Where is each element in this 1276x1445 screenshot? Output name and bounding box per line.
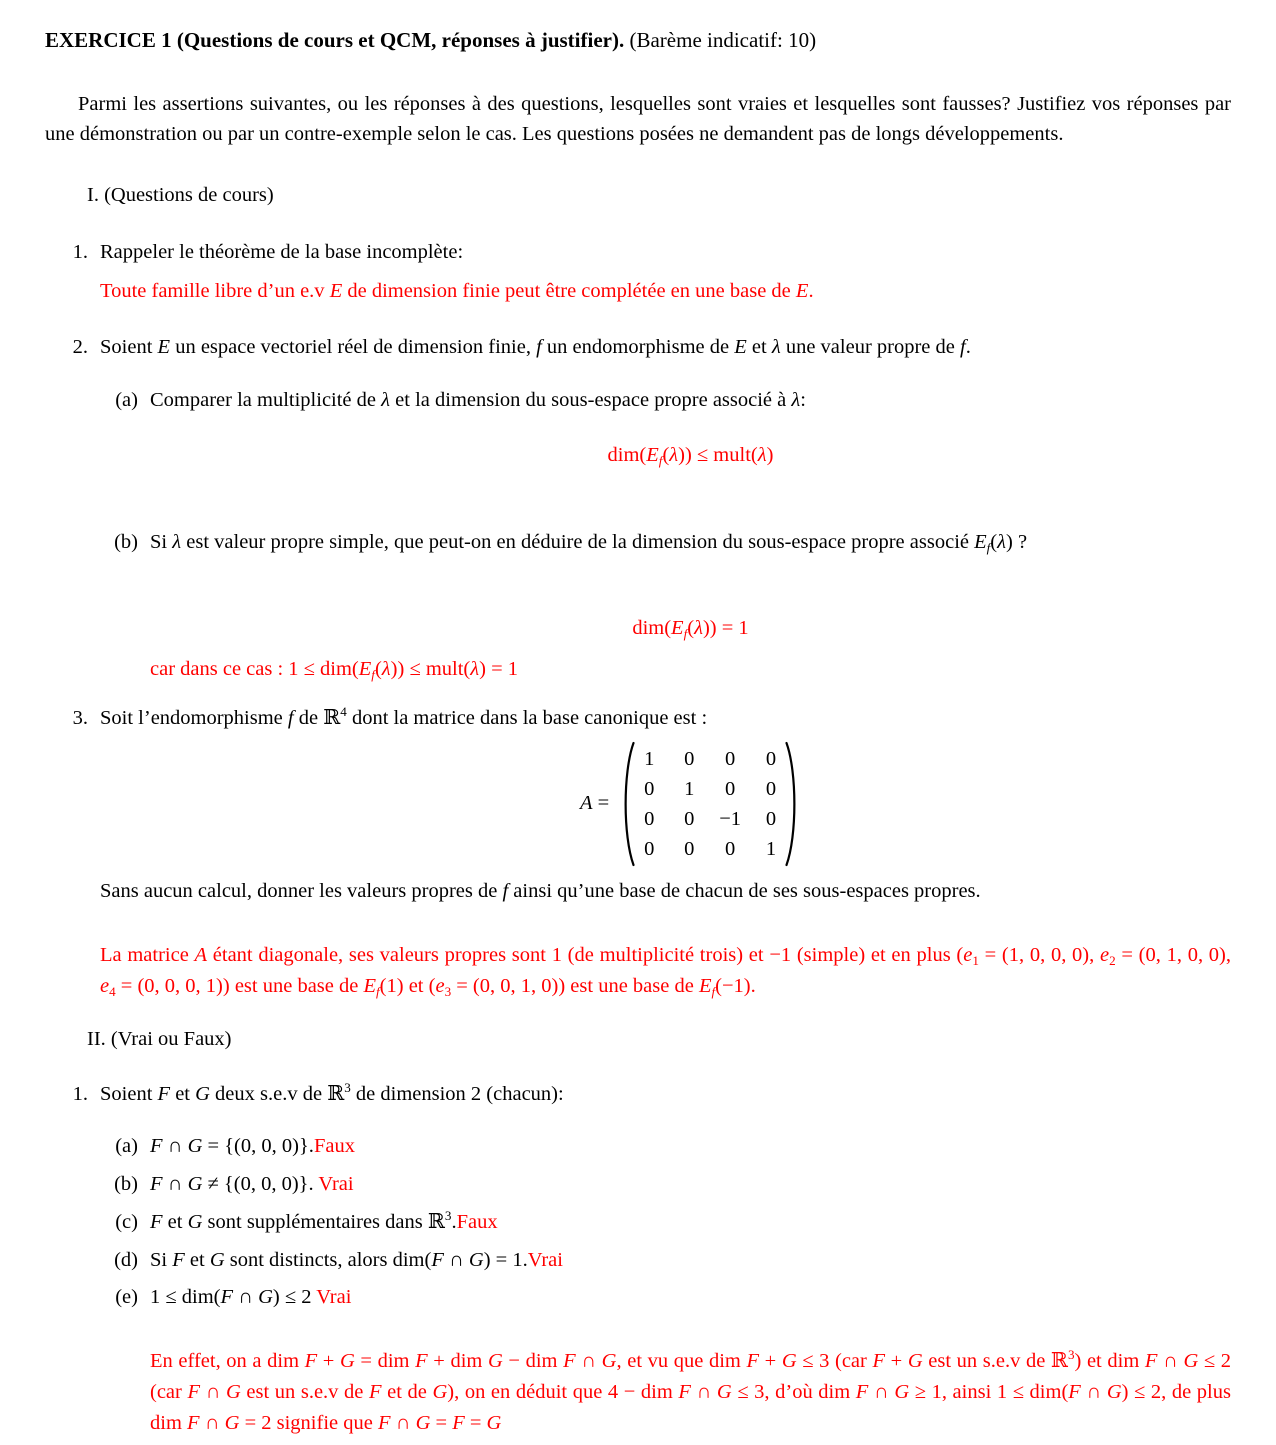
tf-item-a-text: F ∩ G = {(0, 0, 0)}.Faux <box>150 1135 355 1158</box>
tf-item-e-text: 1 ≤ dim(F ∩ G) ≤ 2 Vrai <box>150 1286 352 1309</box>
section-2-number <box>45 1024 87 1055</box>
matrix-right-paren <box>784 740 801 868</box>
matrix-cell: 0 <box>684 837 695 860</box>
answer-1: Toute famille libre d’un e.v E de dimension finie peut être complétée en une base de E. <box>100 279 814 302</box>
section-2-question-1-text: Soient F et G deux s.e.v de ℝ$^3$ de dimension 2 (chacun): <box>100 1079 564 1105</box>
question-2b-text: Si λ est valeur propre simple, que peut-on en déduire de la dimension du sous-espace propre associé $E_f(\lambda)$ ? <box>150 530 1028 555</box>
matrix-cell: 0 <box>724 777 736 800</box>
matrix-cell: 0 <box>765 777 777 800</box>
matrix-a-block <box>150 740 1231 868</box>
matrix-cell: 0 <box>644 837 655 860</box>
exercise-title: EXERCICE 1 (Questions de cours et QCM, réponses à justifier). (Barème indicatif: 10) <box>45 28 817 52</box>
question-3 <box>45 703 1231 734</box>
matrix-left-paren <box>619 740 636 868</box>
section-1-header: I. (Questions de cours) <box>87 184 274 206</box>
question-2a <box>100 385 1231 416</box>
tf-item-a-number: (a) <box>115 1135 138 1158</box>
tf-item-e <box>100 1282 1231 1313</box>
section-2-question-1-number: 1. <box>72 1082 88 1105</box>
matrix-cell: 0 <box>644 777 655 800</box>
tf-item-a <box>100 1131 1231 1162</box>
question-2b <box>100 527 1231 558</box>
matrix-cell: 1 <box>684 777 695 800</box>
tf-item-c-text: F et G sont supplémentaires dans ℝ$^3$.Faux <box>150 1207 498 1233</box>
tf-item-b-number: (b) <box>114 1173 138 1195</box>
question-2a-number: (a) <box>115 389 138 411</box>
tf-item-b-text: F ∩ G ≠ {(0, 0, 0)}. Vrai <box>150 1173 354 1195</box>
answer-3: La matrice A étant diagonale, ses valeurs propres sont 1 (de multiplicité trois) et −1 (simple) et en plus ($e_1 = (1$, 0, 0, 0), $e_2 = (0$, 1, 0, 0), $e_4 = (0$, 0, 0, 1)) est une base de $E_f(1)$ et ($e_3 = (0$, 0, 1, 0)) est une base de $E_f(-1)$. <box>100 944 1231 999</box>
section-1-header-row <box>45 180 1231 211</box>
answer-2a-equation: $dim(E_f(\lambda))$ ≤ mult(λ) <box>607 443 774 468</box>
question-3-text: Soit l’endomorphisme f de ℝ$^4$ dont la matrice dans la base canonique est : <box>100 703 708 729</box>
tf-item-d <box>100 1245 1231 1276</box>
matrix-cell: 0 <box>724 837 736 860</box>
tf-item-d-number: (d) <box>114 1248 138 1271</box>
matrix-a-grid <box>636 744 784 864</box>
tf-item-d-text: Si F et G sont distincts, alors dim(F ∩ G) = 1.Vrai <box>150 1248 563 1271</box>
question-2b-number: (b) <box>114 530 138 553</box>
matrix-cell: 0 <box>684 807 695 830</box>
question-1-text: Rappeler le théorème de la base incomplète: <box>100 240 464 263</box>
answer-2b-equation: $dim(E_f(\lambda)) = 1$ <box>632 617 749 642</box>
tf-explanation: En effet, on a dim F + G = dim F + dim G − dim F ∩ G, et vu que dim F + G ≤ 3 (car F + G est un s.e.v de ℝ$^3$) et dim F ∩ G ≤ 2 (car F ∩ G est un s.e.v de F et de G), on en déduit que 4 − dim F ∩ G ≤ 3, d’où dim F ∩ G ≥ 1, ainsi 1 ≤ dim(F ∩ G) ≤ 2, de plus dim F ∩ G = 2 signifie que F ∩ G = F = G <box>150 1347 1232 1434</box>
section-2-question-1 <box>45 1079 1231 1110</box>
question-2 <box>45 332 1231 363</box>
question-1-number: 1. <box>72 240 88 263</box>
matrix-cell: 1 <box>765 837 777 860</box>
tf-item-b <box>100 1169 1231 1200</box>
question-3-number: 3. <box>72 706 88 729</box>
question-2a-text: Comparer la multiplicité de λ et la dimension du sous-espace propre associé à λ: <box>150 389 806 411</box>
answer-2b-note: car dans ce cas : $1 \le dim(E_f(\lambda))$ ≤ mult(λ) = 1 <box>150 658 519 682</box>
section-2-header: II. (Vrai ou Faux) <box>87 1027 232 1050</box>
matrix-cell: 0 <box>644 807 655 830</box>
tf-item-c-number: (c) <box>115 1210 138 1233</box>
question-3-prompt: Sans aucun calcul, donner les valeurs propres de f ainsi qu’une base de chacun de ses sous-espaces propres. <box>100 879 981 902</box>
section-1-number <box>45 180 87 211</box>
matrix-cell: −1 <box>719 807 742 830</box>
intro-paragraph: Parmi les assertions suivantes, ou les réponses à des questions, lesquelles sont vraies et lesquelles sont fausses? Justifiez vos réponses par une démonstration ou par un contre-exemple selon le cas. Les questions posées ne demandent pas de longs développements. <box>45 92 1231 146</box>
tf-item-c <box>100 1207 1231 1238</box>
matrix-cell: 0 <box>765 747 777 770</box>
matrix-cell: 0 <box>684 747 695 770</box>
matrix-cell: 0 <box>765 807 777 830</box>
matrix-cell: 0 <box>724 747 736 770</box>
question-2-text: Soient E un espace vectoriel réel de dimension finie, f un endomorphisme de E et λ une valeur propre de f. <box>100 336 971 359</box>
section-2-header-row <box>45 1024 1231 1055</box>
question-1 <box>45 237 1231 268</box>
matrix-cell: 1 <box>644 747 655 770</box>
tf-item-e-number: (e) <box>115 1286 138 1309</box>
matrix-a-label: A = <box>579 792 610 815</box>
question-2-number: 2. <box>72 336 88 359</box>
